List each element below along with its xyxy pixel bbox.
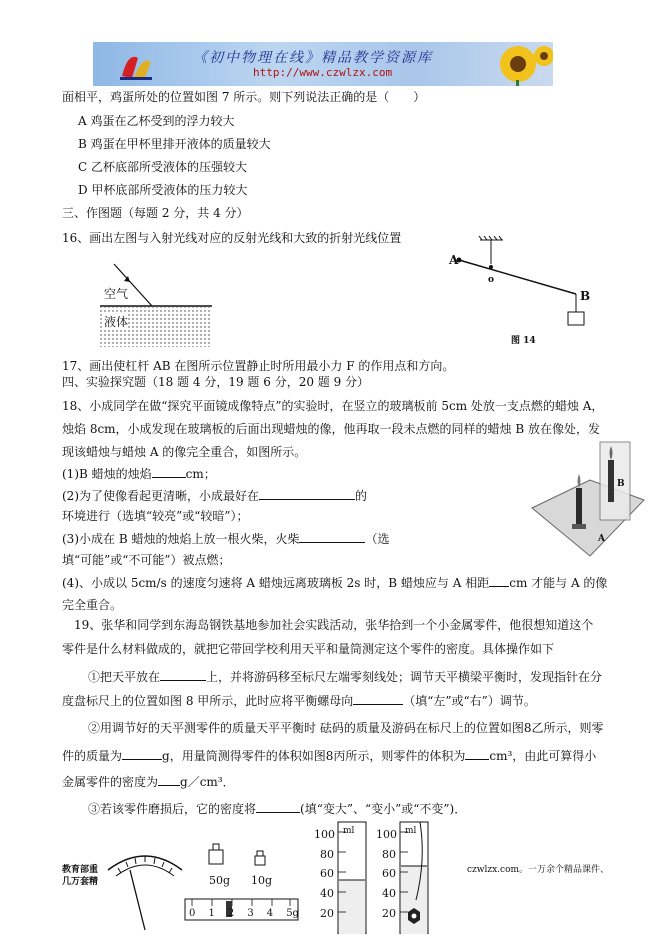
section3-heading: 三、作图题（每题 2 分，共 4 分） xyxy=(62,206,249,220)
weights-figure xyxy=(206,838,268,874)
q15-option-a: A 鸡蛋在乙杯受到的浮力较大 xyxy=(78,114,235,128)
air-label: 空气 xyxy=(104,287,129,301)
q18-line1: 18、小成同学在做“探究平面镜成像特点”的实验时，在竖立的玻璃板前 5cm 处放一支点燃的蜡烛 A， xyxy=(62,399,604,413)
q19-blank-4[interactable] xyxy=(465,747,489,760)
q19-blank-3[interactable] xyxy=(122,747,162,760)
ruler-tick-0: 0 xyxy=(189,908,196,919)
q19-step2-mass-text: 件的质量为 xyxy=(62,749,123,763)
ruler-tick-1: 1 xyxy=(208,908,215,919)
q18-part4-text: (4)、小成以 5cm/s 的速度匀速将 A 蜡烛远离玻璃板 2s 时，B 蜡烛应与 A 相距 xyxy=(62,576,490,590)
q19-step2-tail: cm³，由此可算得小 xyxy=(489,749,597,763)
cylinder-1-unit: ml xyxy=(343,826,355,836)
q15-option-d: D 甲杯底部所受液体的压力较大 xyxy=(78,183,248,197)
weight-10g-label: 10g xyxy=(251,874,273,887)
site-logo-icon xyxy=(118,48,154,82)
q18-part1-unit: cm； xyxy=(185,467,216,481)
ruler-tick-5: 5g xyxy=(286,908,299,919)
cylinder-2-tick-100: 100 xyxy=(376,828,397,841)
q19-step3-text: ③若该零件磨损后，它的密度将 xyxy=(88,802,257,816)
q19-blank-6[interactable] xyxy=(256,800,300,813)
q18-part4 xyxy=(62,574,607,591)
q19-density-unit: g／cm³． xyxy=(180,775,235,789)
q19-step2-cont xyxy=(62,747,596,764)
q18-part2-tail: 的 xyxy=(355,489,368,503)
q18-blank-1[interactable] xyxy=(152,465,186,478)
q18-part1-text: (1)B 蜡烛的烛焰 xyxy=(62,467,152,481)
cylinder-1-tick-80: 80 xyxy=(320,848,334,861)
q19-step1 xyxy=(88,668,602,685)
cylinder-2-tick-20: 20 xyxy=(382,907,396,920)
q18-part3-cont: 填“可能”或“不可能”）被点燃； xyxy=(62,553,231,567)
cylinder-1-tick-60: 60 xyxy=(320,867,334,880)
q18-part2-cont: 环境进行（选填“较亮”或“较暗”）； xyxy=(62,509,249,523)
q19-blank-2[interactable] xyxy=(353,692,403,705)
q18-part3-tail: （选 xyxy=(365,532,390,546)
q18-part2 xyxy=(62,487,367,504)
cylinder-2-unit: ml xyxy=(405,826,417,836)
cylinder-2-tick-40: 40 xyxy=(382,887,396,900)
balance-dial-figure xyxy=(104,842,186,934)
q19-line1: 19、张华和同学到东海岛钢铁基地参加社会实践活动，张华拾到一个小金属零件，他很想知道这个 xyxy=(74,618,594,632)
q19-blank-1[interactable] xyxy=(160,668,206,681)
header-banner xyxy=(93,42,553,86)
lever-figure xyxy=(445,236,595,328)
lever-label-b: B xyxy=(580,289,591,303)
q19-step1-text: ①把天平放在 xyxy=(88,670,161,684)
q19-step3-tail: (填“变大”、“变小”或“不变”)． xyxy=(300,802,467,816)
q18-part2-text: (2)为了使像看起更清晰，小成最好在 xyxy=(62,489,259,503)
q18-part4-tail: cm 才能与 A 的像 xyxy=(509,576,608,590)
lever-caption: 图 14 xyxy=(511,336,536,346)
q18-blank-4[interactable] xyxy=(489,574,509,587)
cylinder-1-tick-40: 40 xyxy=(320,887,334,900)
q17-text: 17、画出使杠杆 AB 在图所示位置静止时所用最小力 F 的作用点和方向。 xyxy=(62,359,455,373)
ruler-tick-2: 2 xyxy=(227,908,235,919)
q19-line2: 零件是什么材料做成的，就把它带回学校利用天平和量筒测定这个零件的密度。具体操作如下 xyxy=(62,642,555,656)
bottom-right-note: czwlzx.com。一万余个精品课件、 xyxy=(467,865,610,875)
q15-stem: 面相平，鸡蛋所处的位置如图 7 所示。则下列说法正确的是（ ） xyxy=(62,90,426,104)
banner-title: 《初中物理在线》精品教学资源库 xyxy=(193,50,433,66)
q19-step1-cont xyxy=(62,692,536,709)
cylinder-1-tick-100: 100 xyxy=(314,828,335,841)
q19-step1-cont-tail: （填“左”或“右”）调节。 xyxy=(403,694,536,708)
cylinder-2-tick-60: 60 xyxy=(382,867,396,880)
q16-text: 16、画出左图与入射光线对应的反射光线和大致的折射光线位置 xyxy=(62,231,402,245)
q19-step2-density xyxy=(62,773,235,790)
q19-step2-vol-text: g，用量筒测得零件的体积如图8丙所示，则零件的体积为 xyxy=(162,749,466,763)
q18-part4-cont: 完全重合。 xyxy=(62,598,123,612)
q18-blank-2[interactable] xyxy=(259,487,355,500)
q18-part1 xyxy=(62,465,216,482)
q19-step1-cont-text: 度盘标尺上的位置如图 8 甲所示，此时应将平衡螺母向 xyxy=(62,694,354,708)
q15-option-b: B 鸡蛋在甲杯里排开液体的质量较大 xyxy=(78,137,271,151)
candle-label-a: A xyxy=(598,534,605,544)
q18-blank-3[interactable] xyxy=(299,530,365,543)
q19-density-text: 金属零件的密度为 xyxy=(62,775,159,789)
bottom-left-note-2: 几万套精 xyxy=(62,877,99,887)
q18-line2: 烛焰 8cm，小成发现在玻璃板的后面出现蜡烛的像，他再取一段未点燃的同样的蜡烛 B 放在像处，发 xyxy=(62,422,600,436)
q19-step1-tail: 上，并将游码移至标尺左端零刻线处；调节天平横梁平衡时，发现指针在分 xyxy=(206,670,603,684)
lever-label-o: o xyxy=(488,275,495,285)
q18-line3: 现该蜡烛与蜡烛 A 的像完全重合，如图所示。 xyxy=(62,445,307,459)
q15-option-c: C 乙杯底部所受液体的压强较大 xyxy=(78,160,247,174)
q19-blank-5[interactable] xyxy=(158,773,180,786)
q18-part3-text: (3)小成在 B 蜡烛的烛焰上放一根火柴，火柴 xyxy=(62,532,300,546)
candle-label-b: B xyxy=(617,479,625,489)
q19-step3 xyxy=(88,800,466,817)
q18-part3 xyxy=(62,530,389,547)
ruler-tick-4: 4 xyxy=(266,908,274,919)
ruler-tick-labels xyxy=(189,908,299,920)
banner-url[interactable]: http://www.czwlzx.com xyxy=(253,66,393,79)
liquid-label: 液体 xyxy=(104,315,129,329)
weight-50g-label: 50g xyxy=(209,874,231,887)
candle-mirror-figure xyxy=(530,440,646,558)
lever-label-a: A xyxy=(449,253,459,267)
bottom-left-note-1: 教育部重 xyxy=(62,865,99,875)
cylinder-2-tick-80: 80 xyxy=(382,848,396,861)
ruler-tick-3: 3 xyxy=(247,908,254,919)
cylinder-1-tick-20: 20 xyxy=(320,907,334,920)
q19-step2: ②用调节好的天平测零件的质量天平平衡时 砝码的质量及游码在标尺上的位置如图8乙所示，则零 xyxy=(88,721,604,735)
refraction-figure xyxy=(100,262,212,348)
sunflower-icon xyxy=(488,42,553,86)
section4-heading: 四、实验探究题（18 题 4 分，19 题 6 分，20 题 9 分） xyxy=(62,375,370,389)
